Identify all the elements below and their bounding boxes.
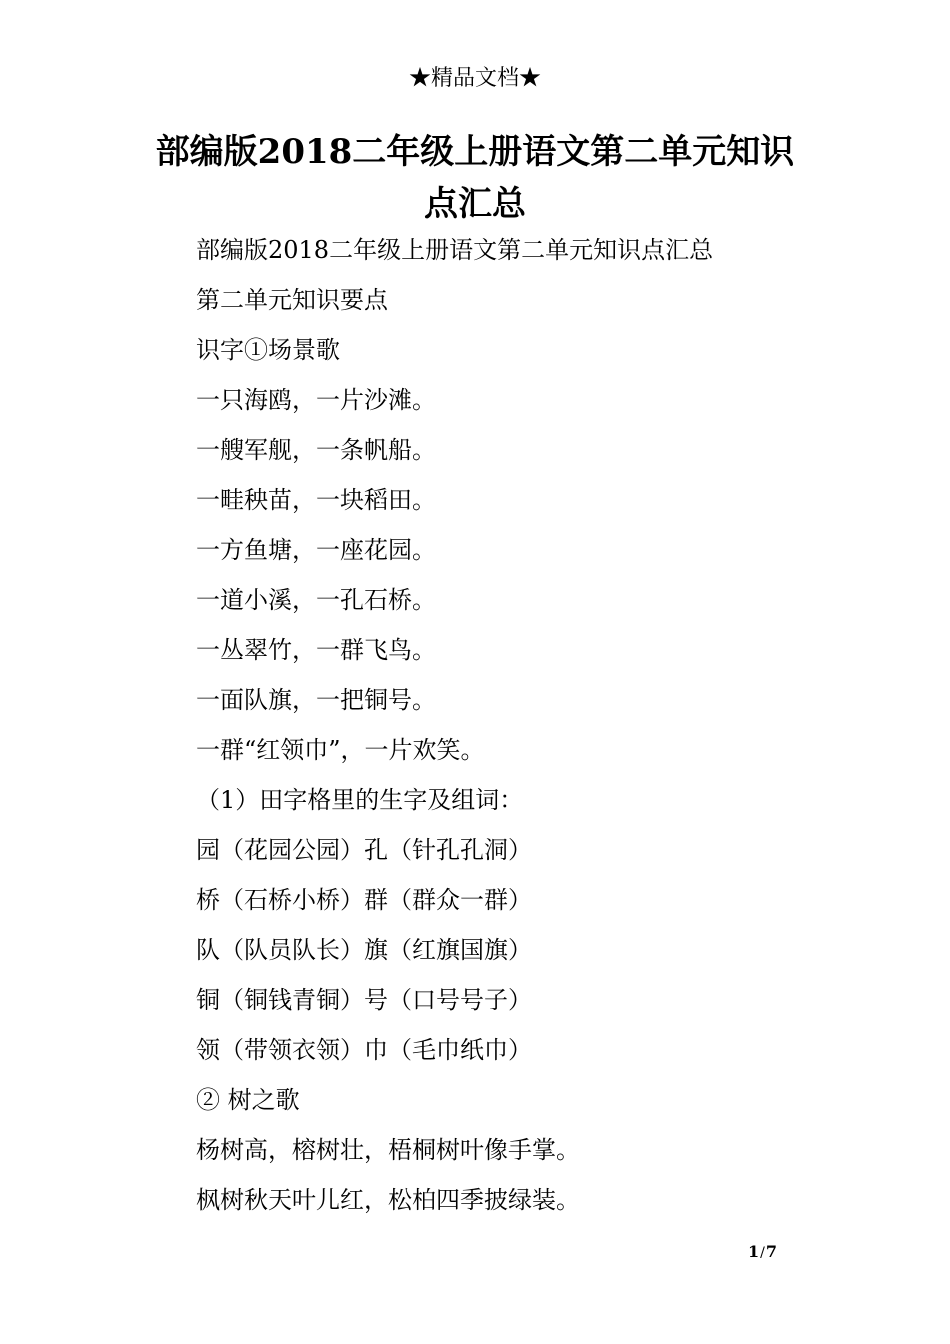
section-heading: 第二单元知识要点	[196, 286, 388, 314]
paragraph-line: 部编版2018二年级上册语文第二单元知识点汇总	[196, 236, 714, 264]
vocabulary-line: 桥（石桥小桥）群（群众一群）	[196, 886, 532, 914]
lesson-heading: ② 树之歌	[196, 1086, 300, 1114]
poem-line: 一群“红领巾”，一片欢笑。	[196, 736, 485, 764]
vocabulary-line: 铜（铜钱青铜）号（口号号子）	[196, 986, 532, 1014]
poem-line: 一只海鸥，一片沙滩。	[196, 386, 436, 414]
poem-line: 一面队旗，一把铜号。	[196, 686, 436, 714]
vocabulary-line: 队（队员队长）旗（红旗国旗）	[196, 936, 532, 964]
poem-line: 一方鱼塘，一座花园。	[196, 536, 436, 564]
page-number-separator: /	[760, 1245, 765, 1261]
lesson-heading: 识字①场景歌	[196, 336, 340, 364]
current-page-number: 1	[748, 1242, 760, 1261]
poem-line: 一道小溪，一孔石桥。	[196, 586, 436, 614]
poem-line: 一畦秧苗，一块稻田。	[196, 486, 436, 514]
page-number	[748, 1242, 777, 1263]
document-body	[196, 225, 836, 1225]
subsection-heading: （1）田字格里的生字及组词：	[196, 786, 524, 814]
vocabulary-line: 园（花园公园）孔（针孔孔洞）	[196, 836, 532, 864]
page-header: ★精品文档★	[408, 66, 541, 91]
poem-line: 枫树秋天叶儿红，松柏四季披绿装。	[196, 1186, 580, 1214]
vocabulary-line: 领（带领衣领）巾（毛巾纸巾）	[196, 1036, 532, 1064]
poem-line: 一艘军舰，一条帆船。	[196, 436, 436, 464]
total-pages-number: 7	[765, 1242, 777, 1261]
document-title: 部编版2018二年级上册语文第二单元知识点汇总	[155, 132, 795, 224]
poem-line: 一丛翠竹，一群飞鸟。	[196, 636, 436, 664]
poem-line: 杨树高，榕树壮，梧桐树叶像手掌。	[196, 1136, 580, 1164]
